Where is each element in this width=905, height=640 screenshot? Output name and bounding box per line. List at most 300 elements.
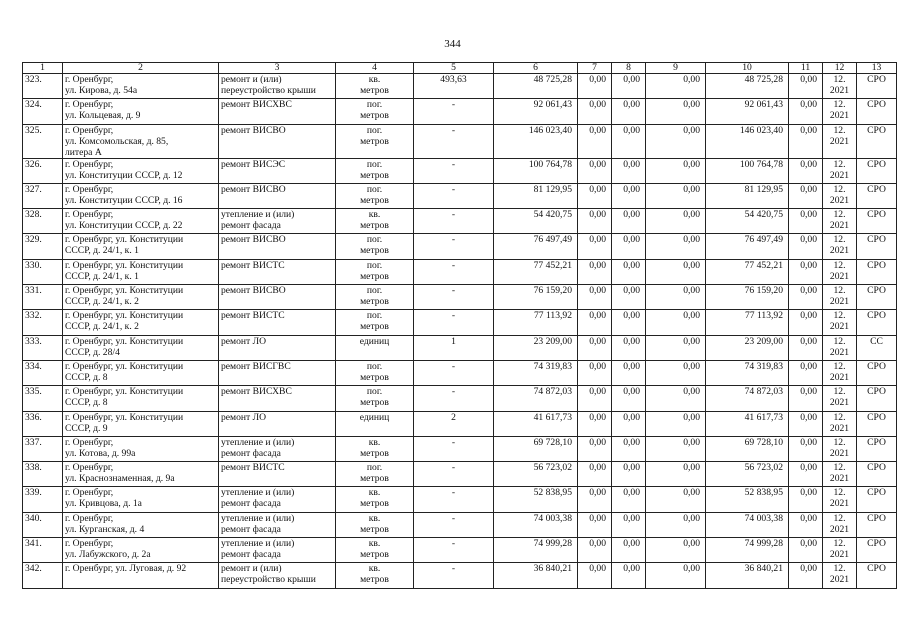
address-cell-line: г. Оренбург, ул. Конституции [65, 285, 184, 297]
work-type-cell [219, 360, 336, 385]
col8-cell: 0,00 [612, 335, 646, 360]
address-cell-line: г. Оренбург, [65, 209, 114, 221]
work-type-cell-line: утепление и (или) [221, 436, 295, 448]
address-cell-line: г. Оренбург, ул. Конституции [65, 310, 184, 322]
col11-cell: 0,00 [789, 310, 823, 335]
unit-cell [336, 310, 414, 335]
col11-cell: 0,00 [789, 538, 823, 563]
date-cell-line: 2021 [829, 296, 850, 308]
date-cell-line: 12. [833, 74, 846, 85]
unit-cell-line: метров [360, 270, 389, 282]
date-cell [823, 436, 857, 461]
work-type-cell-line: ремонт фасада [221, 220, 281, 232]
unit-cell [336, 74, 414, 99]
unit-cell [336, 563, 414, 588]
col10-cell: 56 723,02 [706, 462, 789, 487]
work-type-cell [219, 563, 336, 588]
col8-cell: 0,00 [612, 538, 646, 563]
column-header-12: 12 [823, 63, 857, 74]
address-cell-line: г. Оренбург, ул. Конституции [65, 411, 184, 423]
date-cell-line: 12. [833, 285, 846, 297]
date-cell-line: 2021 [829, 574, 850, 586]
work-type-cell-line: ремонт ВИСТС [221, 310, 285, 322]
address-cell-line: СССР, д. 9 [65, 422, 108, 434]
col7-cell: 0,00 [578, 99, 612, 124]
date-cell [823, 99, 857, 124]
date-cell [823, 259, 857, 284]
date-cell [823, 487, 857, 512]
unit-cell-line: метров [360, 574, 389, 586]
method-cell: СРО [857, 360, 897, 385]
method-cell: СРО [857, 411, 897, 436]
unit-cell-line: кв. [368, 209, 381, 221]
method-cell: СРО [857, 487, 897, 512]
address-cell [63, 386, 219, 411]
date-cell-line: 12. [833, 259, 846, 271]
column-header-7: 7 [578, 63, 612, 74]
col9-cell: 0,00 [646, 462, 706, 487]
address-cell-line: СССР, д. 8 [65, 397, 108, 409]
col9-cell: 0,00 [646, 411, 706, 436]
col7-cell: 0,00 [578, 310, 612, 335]
table-row [23, 487, 897, 512]
col9-cell: 0,00 [646, 74, 706, 99]
row-number: 327. [23, 183, 63, 208]
col9-cell: 0,00 [646, 124, 706, 158]
date-cell-line: 2021 [829, 270, 850, 282]
col10-cell: 74 872,03 [706, 386, 789, 411]
column-header-6: 6 [494, 63, 578, 74]
column-header-1: 1 [23, 63, 63, 74]
col10-cell: 77 452,21 [706, 259, 789, 284]
col11-cell: 0,00 [789, 411, 823, 436]
unit-cell [336, 124, 414, 158]
column-header-2: 2 [63, 63, 219, 74]
date-cell-line: 2021 [829, 473, 850, 485]
date-cell [823, 386, 857, 411]
work-type-cell [219, 436, 336, 461]
date-cell-line: 12. [833, 158, 846, 170]
col9-cell: 0,00 [646, 285, 706, 310]
date-cell-line: 2021 [829, 397, 850, 409]
date-cell-line: 2021 [829, 346, 850, 358]
col8-cell: 0,00 [612, 360, 646, 385]
address-cell-line: СССР, д. 24/1, к. 1 [65, 245, 139, 257]
quantity-cell: - [414, 99, 494, 124]
total-cost-cell: 146 023,40 [494, 124, 578, 158]
date-cell-line: 12. [833, 436, 846, 448]
column-header-10: 10 [706, 63, 789, 74]
col8-cell: 0,00 [612, 183, 646, 208]
date-cell-line: 2021 [829, 371, 850, 383]
date-cell-line: 12. [833, 183, 846, 195]
unit-cell-line: пог. [366, 124, 383, 136]
unit-cell [336, 285, 414, 310]
col7-cell: 0,00 [578, 158, 612, 183]
col11-cell: 0,00 [789, 158, 823, 183]
column-header-3: 3 [219, 63, 336, 74]
address-cell [63, 360, 219, 385]
address-cell-line: ул. Конституции СССР, д. 22 [65, 220, 183, 232]
table-row [23, 183, 897, 208]
unit-cell-line: пог. [366, 285, 383, 297]
total-cost-cell: 54 420,75 [494, 209, 578, 234]
total-cost-cell: 48 725,28 [494, 74, 578, 99]
method-cell: СС [857, 335, 897, 360]
row-number: 334. [23, 360, 63, 385]
work-type-cell-line: ремонт ВИСВО [221, 183, 286, 195]
total-cost-cell: 81 129,95 [494, 183, 578, 208]
col7-cell: 0,00 [578, 234, 612, 259]
row-number: 324. [23, 99, 63, 124]
method-cell: СРО [857, 285, 897, 310]
col8-cell: 0,00 [612, 436, 646, 461]
address-cell-line: ул. Конституции СССР, д. 12 [65, 169, 183, 181]
work-type-cell-line: ремонт ЛО [221, 411, 267, 423]
col10-cell: 69 728,10 [706, 436, 789, 461]
column-header-9: 9 [646, 63, 706, 74]
unit-cell-line: метров [360, 447, 389, 459]
col11-cell: 0,00 [789, 74, 823, 99]
total-cost-cell: 92 061,43 [494, 99, 578, 124]
col7-cell: 0,00 [578, 487, 612, 512]
date-cell-line: 12. [833, 99, 846, 111]
unit-cell-line: метров [360, 85, 389, 96]
work-type-cell-line: ремонт фасада [221, 549, 281, 561]
quantity-cell: - [414, 360, 494, 385]
work-type-cell-line: ремонт ЛО [221, 335, 267, 347]
date-cell [823, 411, 857, 436]
work-type-cell-line: ремонт ВИСВО [221, 234, 286, 246]
date-cell-line: 2021 [829, 549, 850, 561]
address-cell-line: г. Оренбург, [65, 158, 114, 170]
work-type-cell [219, 99, 336, 124]
date-cell-line: 12. [833, 234, 846, 246]
col11-cell: 0,00 [789, 99, 823, 124]
total-cost-cell: 100 764,78 [494, 158, 578, 183]
col7-cell: 0,00 [578, 462, 612, 487]
work-type-cell [219, 74, 336, 99]
total-cost-cell: 41 617,73 [494, 411, 578, 436]
col10-cell: 74 003,38 [706, 512, 789, 537]
table-row [23, 74, 897, 99]
table-row [23, 386, 897, 411]
address-cell-line: г. Оренбург, [65, 538, 114, 550]
date-cell-line: 2021 [829, 523, 850, 535]
work-type-cell-line: ремонт фасада [221, 498, 281, 510]
method-cell: СРО [857, 158, 897, 183]
col9-cell: 0,00 [646, 158, 706, 183]
col7-cell: 0,00 [578, 74, 612, 99]
quantity-cell: - [414, 285, 494, 310]
unit-cell-line: метров [360, 371, 389, 383]
col7-cell: 0,00 [578, 538, 612, 563]
work-type-cell-line: ремонт фасада [221, 523, 281, 535]
address-cell-line: ул. Кривцова, д. 1а [65, 498, 142, 510]
address-cell-line: ул. Котова, д. 99а [65, 447, 136, 459]
date-cell-line: 12. [833, 512, 846, 524]
unit-cell-line: метров [360, 194, 389, 206]
total-cost-cell: 76 159,20 [494, 285, 578, 310]
table-row [23, 360, 897, 385]
address-cell-line: ул. Кольцевая, д. 9 [65, 110, 141, 122]
date-cell [823, 538, 857, 563]
date-cell [823, 462, 857, 487]
col7-cell: 0,00 [578, 411, 612, 436]
unit-cell [336, 487, 414, 512]
quantity-cell: - [414, 512, 494, 537]
unit-cell [336, 538, 414, 563]
method-cell: СРО [857, 563, 897, 588]
unit-cell-line: пог. [366, 259, 383, 271]
total-cost-cell: 69 728,10 [494, 436, 578, 461]
table-row [23, 335, 897, 360]
method-cell: СРО [857, 124, 897, 158]
unit-cell-line: метров [360, 169, 389, 181]
unit-cell-line: кв. [368, 538, 381, 550]
work-type-cell-line: ремонт ВИСХВС [221, 386, 292, 398]
work-type-cell-line: ремонт ВИСВО [221, 285, 286, 297]
col9-cell: 0,00 [646, 563, 706, 588]
work-type-cell [219, 124, 336, 158]
unit-cell-line: метров [360, 321, 389, 333]
col9-cell: 0,00 [646, 259, 706, 284]
row-number: 325. [23, 124, 63, 158]
unit-cell-line: кв. [368, 563, 381, 575]
unit-cell-line: метров [360, 549, 389, 561]
table-row [23, 285, 897, 310]
table-row [23, 512, 897, 537]
work-type-cell-line: ремонт ВИСТС [221, 462, 285, 474]
unit-cell [336, 512, 414, 537]
col8-cell: 0,00 [612, 158, 646, 183]
address-cell-line: г. Оренбург, [65, 124, 114, 136]
address-cell-line: СССР, д. 24/1, к. 2 [65, 321, 139, 333]
date-cell-line: 2021 [829, 422, 850, 434]
method-cell: СРО [857, 209, 897, 234]
address-cell-line: г. Оренбург, [65, 99, 114, 111]
unit-cell-line: единиц [359, 335, 390, 347]
col10-cell: 146 023,40 [706, 124, 789, 158]
col8-cell: 0,00 [612, 74, 646, 99]
date-cell [823, 563, 857, 588]
quantity-cell: - [414, 563, 494, 588]
row-number: 341. [23, 538, 63, 563]
col9-cell: 0,00 [646, 512, 706, 537]
date-cell [823, 310, 857, 335]
work-type-cell-line: переустройство крыши [221, 85, 316, 96]
date-cell-line: 2021 [829, 447, 850, 459]
address-cell [63, 563, 219, 588]
unit-cell-line: метров [360, 296, 389, 308]
row-number: 340. [23, 512, 63, 537]
unit-cell [336, 99, 414, 124]
unit-cell-line: метров [360, 220, 389, 232]
col10-cell: 76 159,20 [706, 285, 789, 310]
address-cell [63, 538, 219, 563]
unit-cell-line: кв. [368, 74, 381, 85]
method-cell: СРО [857, 99, 897, 124]
date-cell [823, 124, 857, 158]
table-row [23, 462, 897, 487]
quantity-cell: - [414, 124, 494, 158]
quantity-cell: 493,63 [414, 74, 494, 99]
date-cell [823, 74, 857, 99]
work-type-cell [219, 335, 336, 360]
total-cost-cell: 74 872,03 [494, 386, 578, 411]
page-number: 344 [444, 38, 461, 50]
date-cell-line: 2021 [829, 245, 850, 257]
address-cell-line: г. Оренбург, ул. Луговая, д. 92 [65, 563, 187, 575]
col11-cell: 0,00 [789, 512, 823, 537]
quantity-cell: 1 [414, 335, 494, 360]
address-cell-line: г. Оренбург, ул. Конституции [65, 386, 184, 398]
work-type-cell [219, 487, 336, 512]
work-type-cell [219, 512, 336, 537]
unit-cell-line: пог. [366, 310, 383, 322]
col7-cell: 0,00 [578, 124, 612, 158]
quantity-cell: - [414, 436, 494, 461]
work-type-cell [219, 183, 336, 208]
row-number: 326. [23, 158, 63, 183]
unit-cell-line: кв. [368, 436, 381, 448]
col8-cell: 0,00 [612, 285, 646, 310]
row-number: 339. [23, 487, 63, 512]
address-cell-line: ул. Комсомольская, д. 85, [65, 135, 169, 147]
address-cell-line: г. Оренбург, ул. Конституции [65, 335, 184, 347]
address-cell [63, 99, 219, 124]
address-cell [63, 158, 219, 183]
work-type-cell-line: утепление и (или) [221, 538, 295, 550]
col8-cell: 0,00 [612, 99, 646, 124]
unit-cell-line: пог. [366, 99, 383, 111]
date-cell-line: 12. [833, 124, 846, 136]
work-type-cell [219, 411, 336, 436]
col11-cell: 0,00 [789, 436, 823, 461]
col8-cell: 0,00 [612, 234, 646, 259]
col11-cell: 0,00 [789, 462, 823, 487]
date-cell-line: 2021 [829, 110, 850, 122]
col10-cell: 100 764,78 [706, 158, 789, 183]
method-cell: СРО [857, 538, 897, 563]
row-number: 333. [23, 335, 63, 360]
col11-cell: 0,00 [789, 183, 823, 208]
col10-cell: 48 725,28 [706, 74, 789, 99]
address-cell-line: г. Оренбург, [65, 183, 114, 195]
method-cell: СРО [857, 310, 897, 335]
address-cell [63, 285, 219, 310]
unit-cell [336, 462, 414, 487]
table-row [23, 209, 897, 234]
row-number: 332. [23, 310, 63, 335]
work-type-cell [219, 285, 336, 310]
date-cell-line: 2021 [829, 498, 850, 510]
address-cell-line: ул. Краснознаменная, д. 9а [65, 473, 175, 485]
col9-cell: 0,00 [646, 487, 706, 512]
date-cell-line: 2021 [829, 220, 850, 232]
address-cell [63, 183, 219, 208]
method-cell: СРО [857, 462, 897, 487]
date-cell-line: 12. [833, 209, 846, 221]
unit-cell-line: кв. [368, 512, 381, 524]
col7-cell: 0,00 [578, 183, 612, 208]
address-cell-line: г. Оренбург, [65, 74, 114, 85]
quantity-cell: - [414, 158, 494, 183]
unit-cell-line: пог. [366, 183, 383, 195]
col8-cell: 0,00 [612, 512, 646, 537]
row-number: 337. [23, 436, 63, 461]
col10-cell: 36 840,21 [706, 563, 789, 588]
quantity-cell: - [414, 234, 494, 259]
date-cell [823, 183, 857, 208]
address-cell [63, 487, 219, 512]
address-cell [63, 74, 219, 99]
total-cost-cell: 36 840,21 [494, 563, 578, 588]
row-number: 331. [23, 285, 63, 310]
unit-cell-line: пог. [366, 360, 383, 372]
unit-cell-line: метров [360, 473, 389, 485]
address-cell-line: г. Оренбург, [65, 436, 114, 448]
address-cell-line: г. Оренбург, [65, 462, 114, 474]
table-row [23, 234, 897, 259]
row-number: 329. [23, 234, 63, 259]
work-type-cell [219, 462, 336, 487]
address-cell [63, 462, 219, 487]
row-number: 323. [23, 74, 63, 99]
unit-cell [336, 335, 414, 360]
address-cell [63, 124, 219, 158]
unit-cell [336, 436, 414, 461]
unit-cell [336, 386, 414, 411]
unit-cell-line: метров [360, 135, 389, 147]
address-cell [63, 411, 219, 436]
unit-cell-line: пог. [366, 462, 383, 474]
column-header-11: 11 [789, 63, 823, 74]
col11-cell: 0,00 [789, 209, 823, 234]
col10-cell: 76 497,49 [706, 234, 789, 259]
work-type-cell [219, 386, 336, 411]
work-type-cell-line: утепление и (или) [221, 512, 295, 524]
unit-cell-line: метров [360, 498, 389, 510]
address-cell-line: ул. Лабужского, д. 2а [65, 549, 151, 561]
date-cell-line: 12. [833, 360, 846, 372]
col11-cell: 0,00 [789, 360, 823, 385]
col9-cell: 0,00 [646, 234, 706, 259]
quantity-cell: - [414, 259, 494, 284]
quantity-cell: 2 [414, 411, 494, 436]
col10-cell: 74 999,28 [706, 538, 789, 563]
quantity-cell: - [414, 487, 494, 512]
row-number: 342. [23, 563, 63, 588]
table-row [23, 411, 897, 436]
date-cell [823, 360, 857, 385]
address-cell-line: г. Оренбург, [65, 512, 114, 524]
col7-cell: 0,00 [578, 209, 612, 234]
date-cell-line: 2021 [829, 321, 850, 333]
work-type-cell-line: ремонт ВИСТС [221, 259, 285, 271]
col9-cell: 0,00 [646, 538, 706, 563]
table-row [23, 538, 897, 563]
total-cost-cell: 77 452,21 [494, 259, 578, 284]
col10-cell: 54 420,75 [706, 209, 789, 234]
date-cell-line: 12. [833, 563, 846, 575]
unit-cell [336, 183, 414, 208]
total-cost-cell: 76 497,49 [494, 234, 578, 259]
unit-cell-line: пог. [366, 158, 383, 170]
row-number: 335. [23, 386, 63, 411]
unit-cell [336, 411, 414, 436]
table-row [23, 310, 897, 335]
